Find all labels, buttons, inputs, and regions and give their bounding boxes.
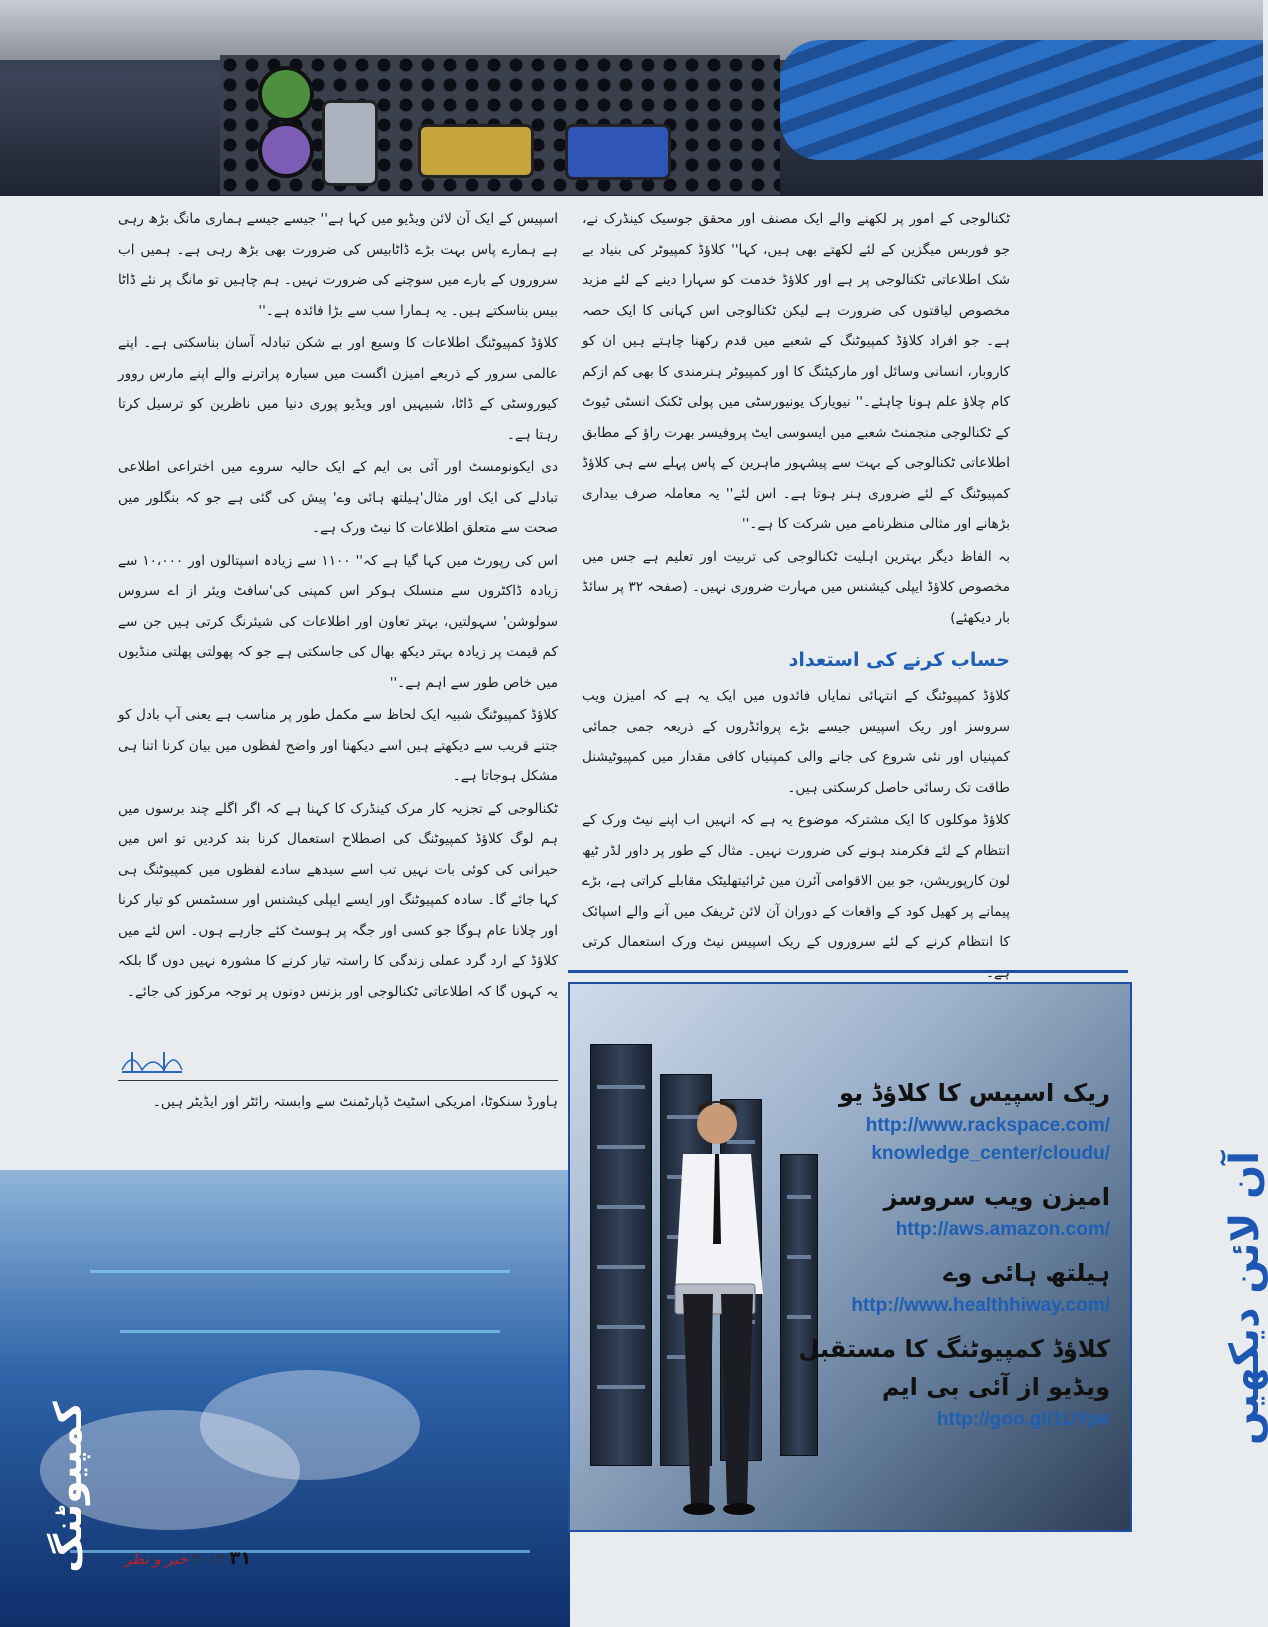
sidebar-top-rule bbox=[568, 970, 1128, 973]
article-paragraph: اسپیس کے ایک آن لائن ویڈیو میں کہا ہے'' جیسے جیسے ہماری مانگ بڑھ رہی ہے ہمارے پاس بہت بڑے ڈاٹابیس کی ضرورت بھی بڑھ رہی ہے۔ ہمیں اب سروروں کے بارے میں سوچنے کی ضرورت نہیں۔ ہم چاہیں تو مانگ پر نئے ڈاٹا بیس بناسکتے ہیں۔ یہ ہمارا سب سے بڑا فائدہ ہے۔'' bbox=[118, 211, 558, 319]
link-url-healthhiway[interactable]: http://www.healthhiway.com/ bbox=[851, 1295, 1110, 1316]
article-paragraph: کلاؤڈ کمپیوٹنگ شبیہ ایک لحاظ سے مکمل طور پر مناسب ہے یعنی آپ بادل کو جتنے قریب سے دیکھتے ہیں اسے دیکھنا اور واضح لفظوں میں بیان کرنا اتنا ہی مشکل ہوجاتا ہے۔ bbox=[118, 707, 558, 784]
serial-port bbox=[418, 124, 534, 178]
article-paragraph: کلاؤڈ کمپیوٹنگ کے انتہائی نمایاں فائدوں میں ایک یہ ہے کہ امیزن ویب سروسز اور ریک اسپیس جیسے بڑے پروائڈروں کے ذریعہ جمی جمائی کمپنیاں اور نئی شروع کی جانے والی کمپنیاں کافی مقدار میں کمپیوٹیشنل طاقت تک رسائی حاصل کرسکتی ہیں۔ bbox=[582, 688, 1010, 796]
online-label: آن لائن دیکھیں bbox=[1222, 1150, 1268, 1446]
vga-port bbox=[565, 124, 671, 180]
byline-divider bbox=[118, 1080, 558, 1081]
header-photo bbox=[0, 0, 1263, 196]
bridge-end-mark-icon bbox=[120, 1046, 184, 1078]
circuit-trace bbox=[90, 1270, 510, 1273]
server-rack bbox=[590, 1044, 652, 1466]
article-column-left bbox=[118, 204, 558, 1009]
article-paragraph: ٹکنالوجی کے امور پر لکھنے والے ایک مصنف اور محقق جوسیک کینڈرک نے، جو فوربس میگزین کے لئے لکھتے بھی ہیں، کہا'' کلاؤڈ کمپیوٹر کی بنیاد بے شک اطلاعاتی ٹکنالوجی پر ہے اور کلاؤڈ خدمت کو سہارا دینے کے لئے مزید مخصوص لیاقتوں کی ضرورت ہے لیکن ٹکنالوجی اس کہانی کا ایک حصہ ہے۔ جو افراد کلاؤڈ کمپیوٹنگ کے شعبے میں قدم رکھنا چاہتے ہیں ان کو کاروبار، انسانی وسائل اور مارکیٹنگ کا اور کمپیوٹر ہنرمندی کا بھی کم ازکم کام چلاؤ علم ہونا چاہئے۔'' نیویارک یونیورسٹی میں پولی ٹکنک انسٹی ٹیوٹ کے ٹکنالوجی منجمنٹ شعبے میں ایسوسی ایٹ پروفیسر بھرت راؤ کے مطابق اطلاعاتی ٹکنالوجی کے بہت سے پیشہور ماہرین کے پاس پہلے سے ہی کلاؤڈ کمپیوٹنگ کے لئے ضروری ہنر ہوتا ہے۔ اس لئے'' یہ معاملہ صرف بیداری بڑھانے اور مثالی منظرنامے میں شرکت کا ہے۔'' bbox=[582, 211, 1010, 532]
network-cables bbox=[780, 40, 1263, 160]
online-links-photo-box bbox=[568, 982, 1132, 1532]
technician-person bbox=[655, 1084, 785, 1524]
page-number: ۳۱ bbox=[229, 1548, 252, 1569]
link-title-rackspace: ریک اسپیس کا کلاؤڈ یو bbox=[839, 1079, 1110, 1107]
usb-port bbox=[322, 100, 378, 186]
link-title-ibm-video: ویڈیو از آئی بی ایم bbox=[881, 1373, 1110, 1401]
ps2-port-green bbox=[258, 66, 314, 122]
circuit-trace bbox=[120, 1330, 500, 1333]
link-title-amazon: امیزن ویب سروسز bbox=[883, 1183, 1110, 1211]
link-url-amazon[interactable]: http://aws.amazon.com/ bbox=[895, 1219, 1110, 1240]
footer-date: ۲۰۱۲ bbox=[192, 1550, 225, 1568]
section-label: کمپیوٹنگ bbox=[46, 1401, 90, 1573]
cloud-shape bbox=[200, 1370, 420, 1480]
link-title-healthhiway: ہیلتھ ہائی وے bbox=[943, 1259, 1110, 1287]
online-links-list bbox=[780, 1064, 1110, 1434]
section-subheading: حساب کرنے کی استعداد bbox=[788, 649, 1010, 671]
article-paragraph: اس کی رپورٹ میں کہا گیا ہے کہ'' ۱۱۰۰ سے زیادہ اسپتالوں اور ۱۰،۰۰۰ سے زیادہ ڈاکٹروں سے منسلک ہوکر اس کمپنی کی'سافٹ ویئر از اے سروس سولوشن' سہولتیں، بہتر تعاون اور اطلاعات کی شیئرنگ کرتی ہیں جن سے کم قیمت پر زیادہ بہتر دیکھ بھال کی جاسکتی ہے جو کہ پھولتی پھلتی منڈیوں میں خاص طور سے اہم ہے۔'' bbox=[118, 552, 558, 691]
link-url-rackspace[interactable]: http://www.rackspace.com/ knowledge_center/cloudu/ bbox=[865, 1115, 1110, 1164]
article-paragraph: بہ الفاظ دیگر بہترین اہلیت ٹکنالوجی کی تربیت اور تعلیم ہے جس میں مخصوص کلاؤڈ ایپلی کیشنس میں مہارت ضروری نہیں۔ (صفحہ ۳۲ پر سائڈ بار دیکھئے) bbox=[582, 548, 1010, 626]
page-footer bbox=[116, 1548, 251, 1569]
article-paragraph: ٹکنالوجی کے تجزیہ کار مرک کینڈرک کا کہنا ہے کہ اگر اگلے چند برسوں میں ہم لوگ کلاؤڈ کمپیوٹنگ کی اصطلاح استعمال کرنا بند کردیں تو اس میں حیرانی کی کوئی بات نہیں تب اسے سیدھے سادے لفظوں میں کمپیوٹنگ ہی کہا جائے گا۔ سادہ کمپیوٹنگ اور ایسے ایپلی کیشنس اور سسٹمس کو تیار کرنا اور چلانا عام ہوگا جو کسی اور جگہ پر ہوسٹ کئے جارہے ہوں۔ اس لئے میں کلاؤڈ کے ارد گرد عملی زندگی کا راستہ تیار کرنے کا مشورہ نہیں دوں گا بلکہ یہ کہوں گا کہ اطلاعاتی ٹکنالوجی اور بزنس دونوں پر توجہ مرکوز کی جائے۔ bbox=[118, 800, 558, 1000]
article-column-right bbox=[582, 204, 1010, 1053]
article-paragraph: کلاؤڈ کمپیوٹنگ اطلاعات کا وسیع اور بے شکن تبادلہ آسان بناسکتی ہے۔ اپنے عالمی سرور کے ذریعے امیزن اگست میں سیارہ پراترنے والے اپنے مارس روور کیوروسٹی کے ڈاٹا، شبیہیں اور ویڈیو پوری دنیا میں ناظرین کو ترسیل کرتا رہتا ہے۔ bbox=[118, 335, 558, 443]
link-url-ibm-video[interactable]: http://goo.gl/1UYpe bbox=[936, 1409, 1110, 1430]
article-paragraph: دی ایکونومسٹ اور آئی بی ایم کے ایک حالیہ سروے میں اختراعی اطلاعی تبادلے کی ایک اور مثال'ہیلتھ ہائی وے' پیش کی گئی ہے جو کہ بنگلور میں صحت سے متعلق اطلاعات کا نیٹ ورک ہے۔ bbox=[118, 459, 558, 536]
author-byline: ہاورڈ سنکوٹا، امریکی اسٹیٹ ڈپارٹمنٹ سے وابستہ رائٹر اور ایڈیٹر ہیں۔ bbox=[152, 1094, 558, 1110]
ps2-port-purple bbox=[258, 122, 314, 178]
magazine-name: خبر و نظر bbox=[124, 1550, 188, 1568]
link-title-cloud-future: کلاؤڈ کمپیوٹنگ کا مستقبل bbox=[798, 1335, 1110, 1363]
article-paragraph: کلاؤڈ موکلوں کا ایک مشترکہ موضوع یہ ہے کہ انہیں اب اپنے نیٹ ورک کے انتظام کے لئے فکرمند ہونے کی ضرورت نہیں۔ مثال کے طور پر داور لڈر ٹیھ لون کارپوریشن، جو بین الاقوامی آئرن مین ٹرائیتھلیٹک مقابلے کراتی ہے، بڑے پیمانے پر کھیل کود کے واقعات کے دوران آن لائن ٹریفک میں آنے والے اسپائک کا انتظام کرنے کے لئے سروروں کے ریک اسپیس نیٹ ورک استعمال کرتی bbox=[582, 812, 1010, 950]
